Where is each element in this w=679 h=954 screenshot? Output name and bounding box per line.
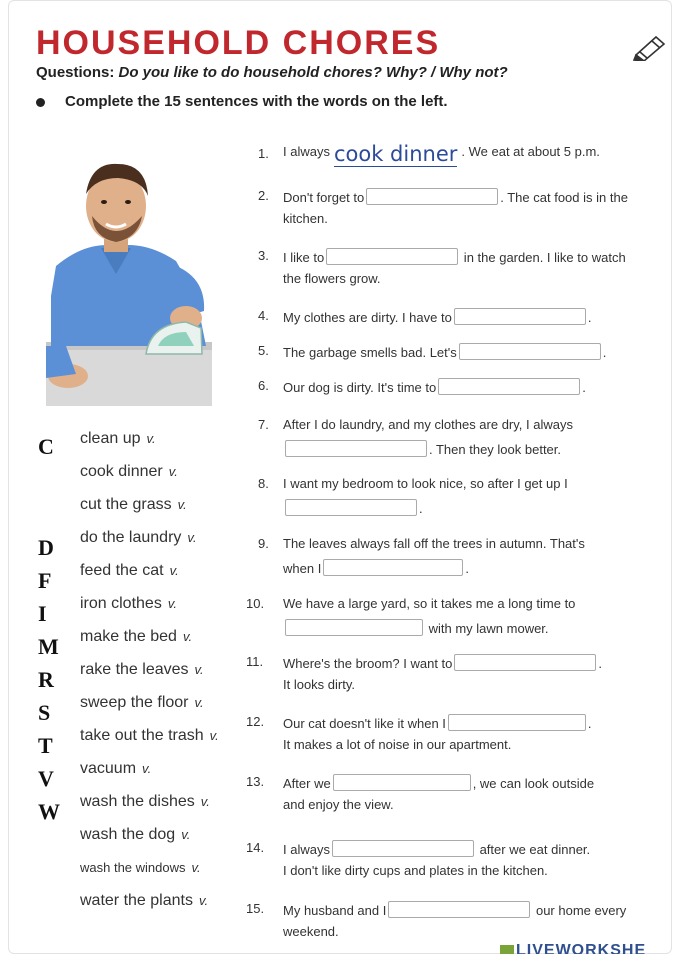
answer-blank-input[interactable]: [454, 308, 586, 325]
sentence-number: 13.: [246, 774, 265, 789]
answer-blank-input[interactable]: [285, 440, 427, 457]
watermark-text: LIVEWORKSHE: [516, 942, 647, 954]
word-bank-word-text: cook dinner: [80, 463, 163, 480]
word-bank-letter: C: [38, 434, 54, 459]
sentence-number: 10.: [246, 596, 265, 611]
sentence-line: [283, 654, 602, 671]
sentence-number: 12.: [246, 714, 265, 729]
sentence-text: .: [587, 716, 592, 731]
word-bank-word-text: vacuum: [80, 760, 137, 777]
sentence-number: 5.: [258, 343, 269, 358]
sentence-text: after we eat dinner.: [475, 842, 591, 857]
sentence-text: , we can look outside: [472, 776, 595, 791]
word-bank-word-text: iron clothes: [80, 595, 162, 612]
sentence-line: [283, 714, 592, 731]
sentence-number: 8.: [258, 476, 269, 491]
sentence-text: Where's the broom? I want to: [283, 656, 453, 671]
sentence-text: I don't like dirty cups and plates in the kitchen.: [283, 863, 548, 878]
sentence-line: [283, 248, 626, 265]
sentence-text: After we: [283, 776, 331, 791]
answer-text: cook dinner: [333, 142, 458, 166]
questions-line: [36, 64, 508, 81]
sentence-number: 9.: [258, 536, 269, 551]
questions-text: Do you like to do household chores? Why? / Why not?: [118, 64, 508, 81]
word-bank-word: [80, 694, 204, 712]
sentence-text: .: [587, 310, 592, 325]
word-bank-word-text: sweep the floor: [80, 694, 189, 711]
word-bank-word: [80, 595, 177, 613]
word-bank-word: [80, 892, 208, 910]
sentence-line: [283, 417, 573, 432]
word-bank-word-text: feed the cat: [80, 562, 164, 579]
word-bank-pos: v.: [194, 695, 204, 710]
sentence-line: [283, 476, 568, 491]
sentence-text: .: [598, 656, 603, 671]
worksheet-title: HOUSEHOLD CHORES: [36, 24, 441, 62]
word-bank-pos: v.: [194, 662, 204, 677]
sentence-text: .: [582, 380, 586, 395]
liveworksheets-logo-icon: [500, 945, 514, 954]
word-bank-word-text: take out the trash: [80, 727, 204, 744]
sentence-line-2: [283, 440, 561, 457]
sentence-text: Don't forget to: [283, 190, 365, 205]
sentence-line-2: [283, 737, 511, 752]
answer-blank-input[interactable]: [448, 714, 586, 731]
word-bank-pos: v.: [169, 563, 179, 578]
word-bank-pos: v.: [167, 596, 177, 611]
word-bank-pos: v.: [181, 827, 191, 842]
word-bank-word-text: wash the windows: [80, 860, 186, 875]
word-bank-pos: v.: [142, 761, 152, 776]
sentence-text: . Then they look better.: [429, 442, 562, 457]
word-bank-word-text: rake the leaves: [80, 661, 189, 678]
word-bank-word: [80, 727, 219, 745]
sentence-text: and enjoy the view.: [283, 797, 394, 812]
sentence-number: 14.: [246, 840, 265, 855]
answer-blank-input[interactable]: [454, 654, 596, 671]
sentence-text: kitchen.: [283, 211, 328, 226]
instruction-text: Complete the 15 sentences with the words on the left.: [65, 93, 448, 110]
word-bank-word-text: clean up: [80, 430, 141, 447]
sentence-number: 11.: [246, 654, 264, 669]
answer-blank-input[interactable]: [285, 619, 423, 636]
sentence-text: After I do laundry, and my clothes are dry, I always: [283, 417, 573, 432]
word-bank-word: [80, 859, 201, 877]
word-bank-letter: T: [38, 733, 53, 758]
word-bank-letter: R: [38, 667, 54, 692]
word-bank-word: [80, 628, 192, 646]
answer-blank-input[interactable]: [323, 559, 463, 576]
word-bank-letter: S: [38, 700, 51, 725]
word-bank-word: [80, 661, 204, 679]
sentence-line-2: [283, 677, 355, 692]
sentence-text: We have a large yard, so it takes me a long time to: [283, 596, 576, 611]
instruction-line: [36, 93, 448, 110]
answer-blank-input[interactable]: [326, 248, 458, 265]
sentence-text: the flowers grow.: [283, 271, 381, 286]
word-bank-pos: v.: [198, 893, 209, 908]
sentence-number: 3.: [258, 248, 269, 263]
word-bank-letter: F: [38, 568, 52, 593]
sentence-number: 2.: [258, 188, 269, 203]
sentence-text: . The cat food is in the: [500, 190, 628, 205]
word-bank-letter: V: [38, 766, 54, 791]
sentence-text: in the garden. I like to watch: [460, 250, 626, 265]
word-bank-pos: v.: [191, 860, 201, 875]
sentence-line-2: [283, 619, 549, 636]
word-bank-word-text: make the bed: [80, 628, 177, 645]
bullet-icon: [36, 98, 45, 107]
sentence-line: [283, 378, 586, 395]
word-bank-word-text: wash the dishes: [80, 793, 195, 810]
sentence-text: My husband and I: [283, 903, 387, 918]
sentence-line: [283, 596, 575, 611]
sentence-line-2: [283, 797, 394, 812]
sentence-number: 4.: [258, 308, 269, 323]
answer-blank-input[interactable]: [333, 774, 471, 791]
word-bank-pos: v.: [182, 629, 193, 644]
sentence-line-2: [283, 211, 328, 226]
sentence-number: 6.: [258, 378, 269, 393]
sentence-text: My clothes are dirty. I have to: [283, 310, 452, 325]
sentence-text: Our cat doesn't like it when I: [283, 716, 446, 731]
word-bank-word-text: wash the dog: [80, 826, 176, 843]
answer-blank-input[interactable]: [366, 188, 498, 205]
sentence-text: It makes a lot of noise in our apartment.: [283, 737, 512, 752]
sentence-line-2: [283, 559, 469, 576]
sentence-text: I want my bedroom to look nice, so after I get up I: [283, 476, 568, 491]
pencil-icon[interactable]: [632, 33, 668, 61]
sentence-text: Our dog is dirty. It's time to: [283, 380, 437, 395]
answer-blank-input[interactable]: [285, 499, 417, 516]
sentence-text: I always: [283, 842, 330, 857]
sentence-number: 15.: [246, 901, 265, 916]
answer-blank-input[interactable]: [334, 142, 457, 166]
sentence-line-2: [283, 924, 339, 939]
answer-blank-input[interactable]: [388, 901, 530, 918]
sentence-line: [283, 188, 628, 205]
word-bank-word: [80, 496, 187, 514]
sentence-text: with my lawn mower.: [425, 621, 549, 636]
answer-blank-input[interactable]: [459, 343, 601, 360]
sentence-text: when I: [283, 561, 322, 576]
sentence-line: [283, 308, 591, 325]
sentence-text: The leaves always fall off the trees in autumn. That's: [283, 536, 585, 551]
sentence-text: our home every: [532, 903, 627, 918]
sentence-number: 7.: [258, 417, 269, 432]
sentence-line-2: [283, 499, 423, 516]
answer-blank-input[interactable]: [438, 378, 580, 395]
sentence-text: .: [465, 561, 469, 576]
word-bank-pos: v.: [168, 464, 178, 479]
word-bank-word: [80, 529, 197, 547]
word-bank-word: [80, 562, 179, 580]
word-bank-word: [80, 793, 210, 811]
word-bank-letter: M: [38, 634, 59, 659]
sentence-text: I like to: [283, 250, 325, 265]
sentence-line-2: [283, 863, 548, 878]
sentence-text: weekend.: [283, 924, 339, 939]
word-bank-pos: v.: [209, 728, 219, 743]
sentence-line: [283, 840, 590, 857]
sentence-line: [283, 142, 600, 166]
sentence-line: [283, 774, 594, 791]
word-bank-pos: v.: [187, 530, 197, 545]
sentence-text: .: [602, 345, 607, 360]
word-bank-pos: v.: [200, 794, 210, 809]
man-ironing-photo: [46, 146, 212, 406]
word-bank-word: [80, 826, 190, 844]
sentence-line: [283, 536, 585, 551]
word-bank-word: [80, 760, 151, 778]
word-bank-pos: v.: [146, 431, 156, 446]
word-bank-pos: v.: [177, 497, 187, 512]
sentence-text: .: [419, 501, 423, 516]
word-bank-word-text: water the plants: [80, 892, 193, 909]
word-bank-word: [80, 463, 178, 481]
word-bank-word-text: cut the grass: [80, 496, 172, 513]
word-bank-letter: D: [38, 535, 54, 560]
word-bank-word-text: do the laundry: [80, 529, 182, 546]
sentence-text: The garbage smells bad. Let's: [283, 345, 457, 360]
sentence-line: [283, 343, 606, 360]
word-bank-letter: W: [38, 799, 60, 824]
word-bank-word: [80, 430, 156, 448]
word-bank-letter: I: [38, 601, 47, 626]
liveworksheets-watermark: [500, 942, 646, 954]
sentence-text: I always: [283, 144, 330, 159]
answer-blank-input[interactable]: [332, 840, 474, 857]
sentence-line: [283, 901, 626, 918]
sentence-line-2: [283, 271, 381, 286]
questions-label: Questions:: [36, 64, 115, 81]
sentence-text: . We eat at about 5 p.m.: [461, 144, 600, 159]
sentence-text: It looks dirty.: [283, 677, 356, 692]
sentence-number: 1.: [258, 146, 269, 161]
